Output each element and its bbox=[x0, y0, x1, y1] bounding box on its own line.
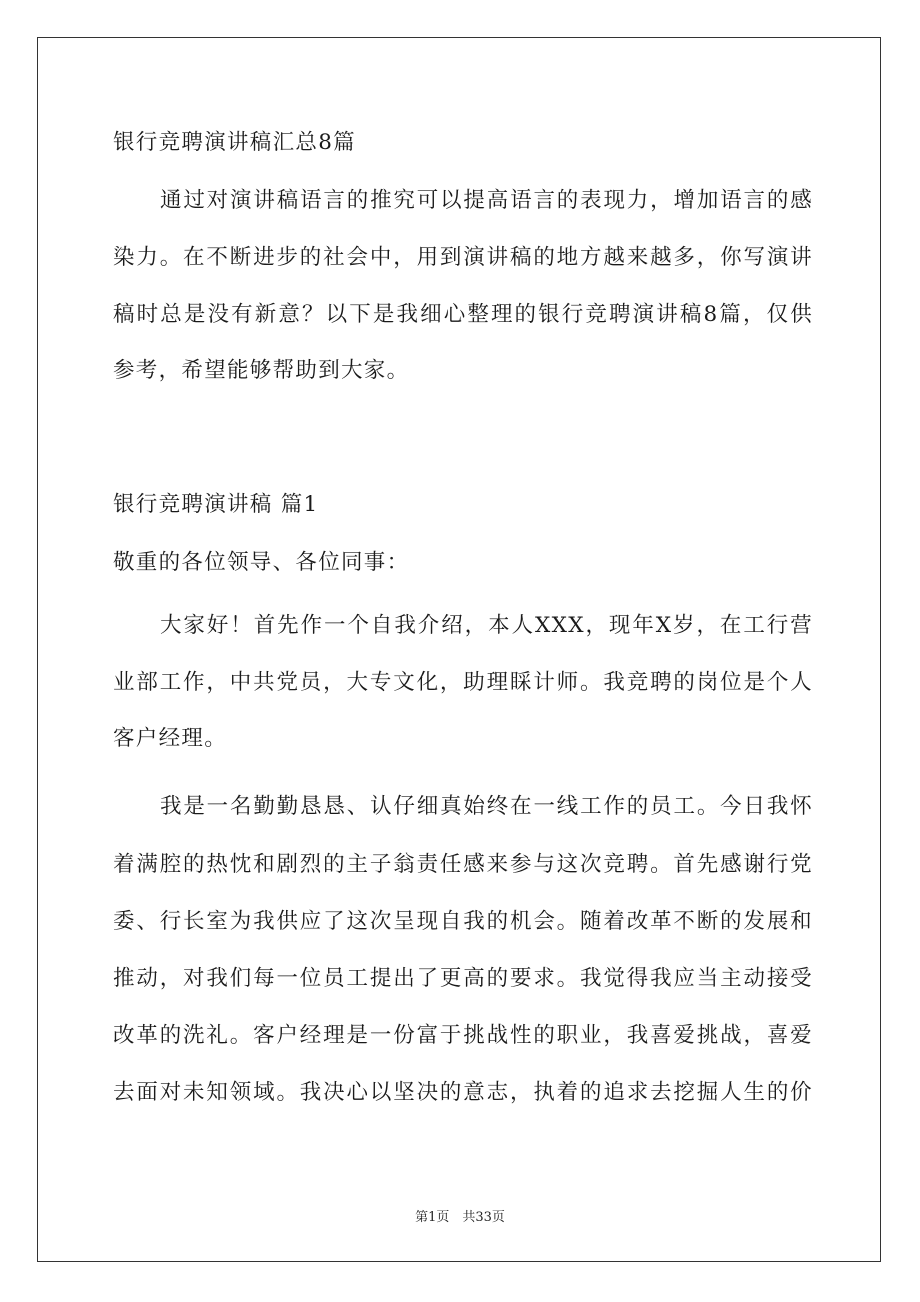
intro-line: 稿时总是没有新意？以下是我细心整理的银行竞聘演讲稿8篇，仅供 bbox=[113, 302, 813, 327]
section-heading: 银行竞聘演讲稿 篇1 bbox=[113, 492, 319, 517]
paragraph-line: 大家好！首先作一个自我介绍，本人XXX，现年X岁，在工行营 bbox=[160, 613, 813, 638]
paragraph-line: 推动，对我们每一位员工提出了更高的要求。我觉得我应当主动接受 bbox=[113, 966, 813, 991]
paragraph-line: 委、行长室为我供应了这次呈现自我的机会。随着改革不断的发展和 bbox=[113, 909, 813, 934]
salutation: 敬重的各位领导、各位同事： bbox=[113, 550, 410, 575]
intro-line: 染力。在不断进步的社会中，用到演讲稿的地方越来越多，你写演讲 bbox=[113, 245, 813, 270]
paragraph-line: 客户经理。 bbox=[113, 726, 228, 751]
paragraph-line: 业部工作，中共党员，大专文化，助理睬计师。我竞聘的岗位是个人 bbox=[113, 670, 813, 695]
paragraph-line: 去面对未知领域。我决心以坚决的意志，执着的追求去挖掘人生的价 bbox=[113, 1080, 813, 1105]
paragraph-line: 改革的洗礼。客户经理是一份富于挑战性的职业，我喜爱挑战，喜爱 bbox=[113, 1023, 813, 1048]
page-frame bbox=[37, 37, 881, 1262]
page-number-footer: 第1页 共33页 bbox=[415, 1210, 505, 1225]
intro-line: 通过对演讲稿语言的推究可以提高语言的表现力，增加语言的感 bbox=[160, 188, 813, 213]
paragraph-line: 我是一名勤勤恳恳、认仔细真始终在一线工作的员工。今日我怀 bbox=[160, 794, 813, 819]
document-title: 银行竞聘演讲稿汇总8篇 bbox=[113, 130, 356, 155]
paragraph-line: 着满腔的热忱和剧烈的主子翁责任感来参与这次竞聘。首先感谢行党 bbox=[113, 852, 813, 877]
intro-line: 参考，希望能够帮助到大家。 bbox=[113, 358, 410, 383]
